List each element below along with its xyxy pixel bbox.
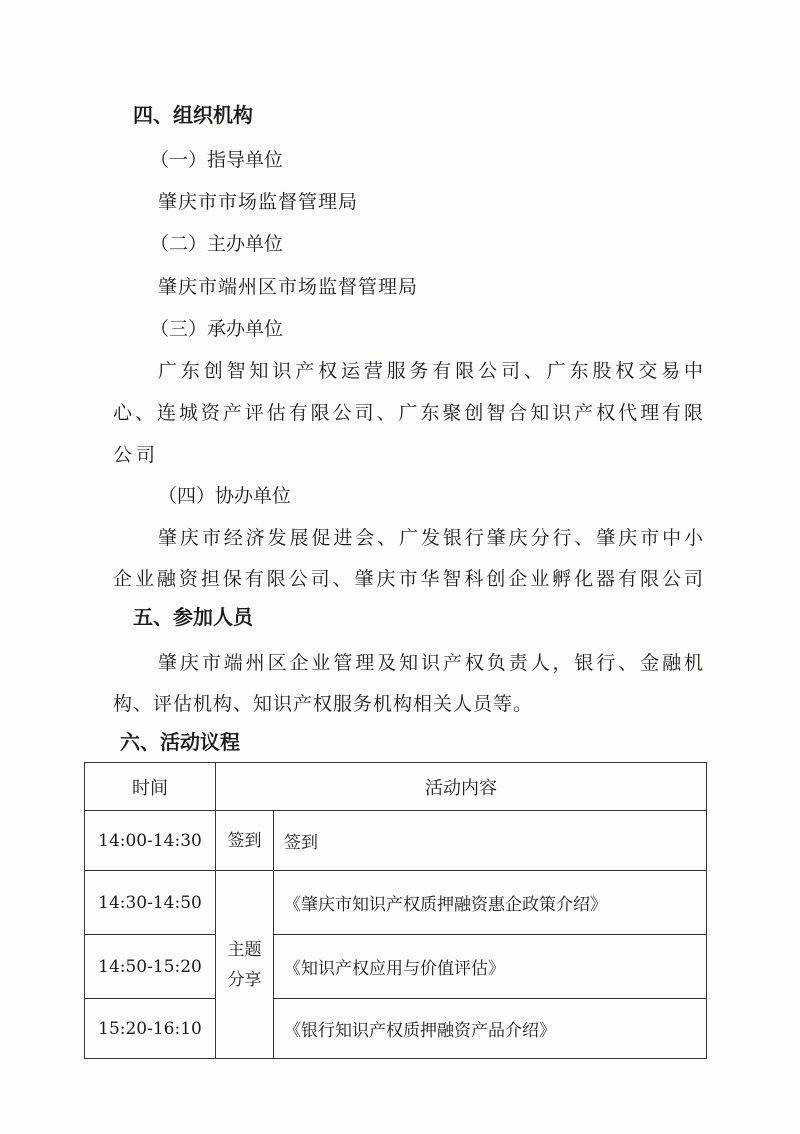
agenda-content: 《知识产权应用与价值评估》 (274, 935, 707, 999)
agenda-time: 14:00-14:30 (85, 811, 216, 871)
section-heading-org: 四、组织机构 (133, 103, 253, 127)
agenda-header-time: 时间 (85, 763, 216, 811)
table-row (85, 811, 707, 871)
assist-unit-line-2: 企业融资担保有限公司、肇庆市华智科创企业孵化器有限公司 (113, 568, 703, 590)
section-heading-participants: 五、参加人员 (133, 605, 253, 629)
host-unit-label: （二）主办单位 (150, 233, 284, 255)
agenda-time: 15:20-16:10 (85, 999, 216, 1059)
guide-unit-body: 肇庆市市场监督管理局 (158, 191, 359, 213)
agenda-content: 《肇庆市知识产权质押融资惠企政策介绍》 (274, 871, 707, 935)
assist-unit-label: （四）协办单位 (158, 485, 292, 507)
agenda-category-sharing (216, 871, 274, 1059)
agenda-table (84, 762, 707, 1059)
agenda-content: 签到 (274, 811, 707, 871)
organizer-unit-line-2: 心、连城资产评估有限公司、广东聚创智合知识产权代理有限 (113, 402, 703, 424)
agenda-header-content: 活动内容 (216, 763, 707, 811)
table-row (85, 871, 707, 935)
table-row (85, 999, 707, 1059)
section-heading-agenda: 六、活动议程 (120, 730, 240, 754)
agenda-content: 《银行知识产权质押融资产品介绍》 (274, 999, 707, 1059)
host-unit-body: 肇庆市端州区市场监督管理局 (158, 276, 419, 298)
agenda-category-line: 主题 (227, 939, 262, 960)
participants-line-2: 构、评估机构、知识产权服务机构相关人员等。 (113, 693, 534, 715)
agenda-time: 14:30-14:50 (85, 871, 216, 935)
agenda-header-row (85, 763, 707, 811)
assist-unit-line-1: 肇庆市经济发展促进会、广发银行肇庆分行、肇庆市中小 (158, 527, 703, 549)
organizer-unit-line-1: 广东创智知识产权运营服务有限公司、广东股权交易中 (158, 360, 703, 382)
agenda-time: 14:50-15:20 (85, 935, 216, 999)
guide-unit-label: （一）指导单位 (150, 149, 284, 171)
agenda-category-signin: 签到 (216, 811, 274, 871)
participants-line-1: 肇庆市端州区企业管理及知识产权负责人，银行、金融机 (158, 652, 703, 674)
organizer-unit-label: （三）承办单位 (150, 318, 284, 340)
organizer-unit-line-3: 公司 (113, 444, 160, 466)
table-row (85, 935, 707, 999)
agenda-category-line: 分享 (227, 969, 262, 990)
